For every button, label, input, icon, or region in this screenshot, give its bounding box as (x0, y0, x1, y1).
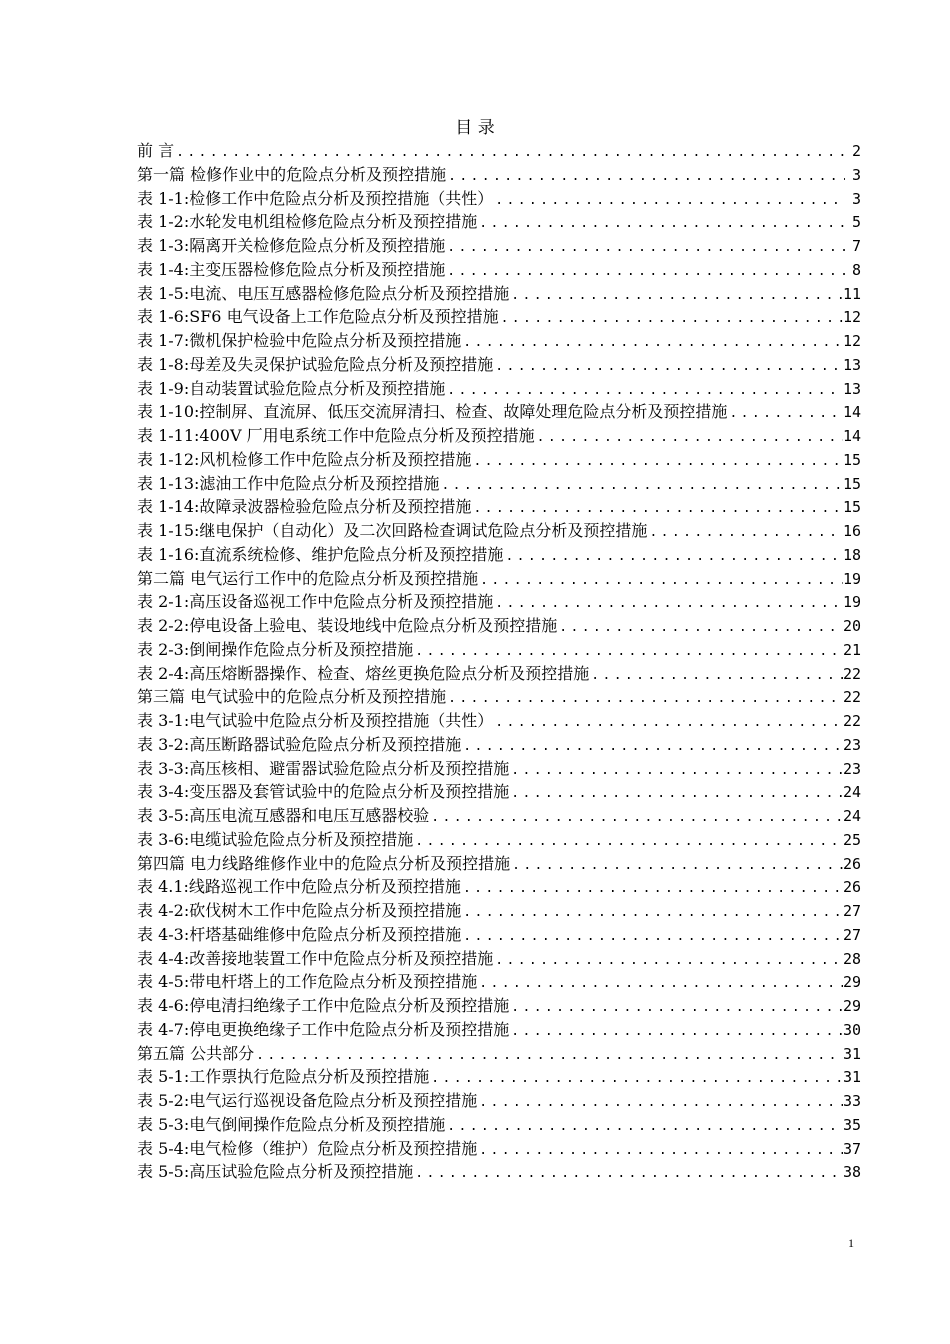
toc-entry-page: 15 (842, 450, 861, 469)
toc-entry-label: 表 5-1:工作票执行危险点分析及预控措施 (137, 1067, 430, 1087)
toc-entry-label: 表 1-14:故障录波器检验危险点分析及预控措施 (137, 497, 472, 517)
toc-entry-label: 表 5-2:电气运行巡视设备危险点分析及预控措施 (137, 1091, 478, 1110)
toc-entry[interactable] (137, 1137, 861, 1161)
dot-leader (493, 592, 843, 614)
dot-leader (429, 1067, 843, 1089)
toc-entry-page: 24 (842, 783, 861, 802)
toc-entry-label: 第四篇 电力线路维修作业中的危险点分析及预控措施 (137, 853, 511, 873)
toc-entry[interactable] (137, 709, 861, 733)
toc-entry-label: 表 1-2:水轮发电机组检修危险点分析及预控措施 (137, 212, 478, 232)
dot-leader (471, 497, 843, 519)
toc-entry[interactable] (137, 852, 861, 876)
toc-entry-label: 表 1-8:母差及失灵保护试验危险点分析及预控措施 (137, 354, 494, 374)
toc-entry-page: 37 (842, 1139, 861, 1158)
toc-entry[interactable] (137, 638, 861, 662)
toc-entry-label: 表 3-5:高压电流互感器和电压互感器校验 (137, 806, 430, 825)
toc-entry[interactable] (137, 187, 861, 211)
toc-entry-page: 26 (842, 878, 861, 897)
toc-entry-label: 表 1-5:电流、电压互感器检修危险点分析及预控措施 (137, 283, 510, 303)
toc-entry[interactable] (137, 614, 861, 638)
dot-leader (478, 569, 843, 591)
toc-entry[interactable] (137, 1160, 861, 1184)
toc-entry-label: 表 1-7:微机保护检验中危险点分析及预控措施 (137, 331, 462, 350)
toc-entry-label: 第三篇 电气试验中的危险点分析及预控措施 (137, 687, 447, 707)
toc-entry-label: 表 2-3:倒闸操作危险点分析及预控措施 (137, 639, 414, 659)
toc-entry-label: 表 2-1:高压设备巡视工作中危险点分析及预控措施 (137, 592, 494, 612)
toc-entry[interactable] (137, 519, 861, 543)
toc-entry-page: 18 (842, 545, 861, 564)
toc-title: 目 录 (455, 118, 495, 138)
toc-entry-page: 14 (842, 427, 861, 445)
toc-entry[interactable] (137, 923, 861, 947)
toc-entry-page: 22 (842, 712, 861, 730)
toc-entry-page: 31 (842, 1044, 861, 1063)
dot-leader (445, 236, 845, 258)
toc-entry-label: 表 1-10:控制屏、直流屏、低压交流屏清扫、检查、故障处理危险点分析及预控措施 (137, 402, 728, 422)
toc-entry[interactable] (137, 353, 861, 377)
dot-leader (477, 972, 843, 994)
toc-entry-page: 19 (842, 593, 861, 612)
toc-entry[interactable] (137, 1065, 861, 1089)
toc-entry[interactable] (137, 139, 861, 163)
dot-leader (446, 165, 845, 187)
toc-entry-label: 表 1-3:隔离开关检修危险点分析及预控措施 (137, 236, 446, 255)
toc-entry-label: 表 4-6:停电清扫绝缘子工作中危险点分析及预控措施 (137, 996, 510, 1015)
dot-leader (471, 450, 843, 472)
toc-entry-page: 16 (842, 522, 861, 540)
toc-entry[interactable] (137, 282, 861, 306)
dot-leader (461, 877, 843, 899)
toc-entry-label: 表 4-2:砍伐树木工作中危险点分析及预控措施 (137, 901, 462, 920)
toc-entry-label: 表 1-11:400V 厂用电系统工作中危险点分析及预控措施 (137, 426, 535, 445)
dot-leader (445, 1115, 843, 1137)
toc-entry-page: 13 (842, 379, 861, 398)
toc-entry-page: 31 (842, 1068, 861, 1087)
toc-entry-page: 12 (842, 332, 861, 350)
dot-leader (445, 260, 845, 282)
toc-entry-label: 表 3-3:高压核相、避雷器试验危险点分析及预控措施 (137, 758, 510, 778)
toc-entry-page: 22 (842, 688, 861, 707)
dot-leader (493, 355, 843, 377)
toc-entry[interactable] (137, 899, 861, 923)
toc-entry-page: 33 (842, 1092, 861, 1110)
dot-leader (493, 711, 843, 733)
toc-entry[interactable] (137, 424, 861, 448)
dot-leader (493, 949, 843, 971)
dot-leader (254, 1044, 843, 1066)
toc-entry[interactable] (137, 163, 861, 187)
toc-entry[interactable] (137, 495, 861, 519)
toc-entry-page: 14 (842, 403, 861, 422)
toc-entry-page: 5 (851, 213, 861, 232)
dot-leader (477, 212, 845, 234)
dot-leader (727, 402, 843, 424)
dot-leader (461, 331, 843, 353)
toc-entry-page: 21 (842, 640, 861, 659)
toc-entry-page: 27 (842, 925, 861, 944)
dot-leader (445, 379, 843, 401)
dot-leader (446, 687, 843, 709)
dot-leader (503, 545, 843, 567)
toc-entry-page: 11 (842, 284, 861, 303)
toc-entry-label: 表 5-3:电气倒闸操作危险点分析及预控措施 (137, 1114, 446, 1134)
dot-leader (509, 996, 843, 1018)
toc-entry-label: 表 4-3:杆塔基础维修中危险点分析及预控措施 (137, 924, 462, 944)
toc-entry-label: 表 2-2:停电设备上验电、装设地线中危险点分析及预控措施 (137, 616, 558, 635)
toc-entry-label: 表 1-9:自动装置试验危险点分析及预控措施 (137, 378, 446, 398)
toc-entry[interactable] (137, 875, 861, 899)
toc-entry-page: 2 (851, 142, 861, 160)
dot-leader (509, 782, 843, 804)
dot-leader (461, 925, 843, 947)
toc-entry-label: 表 1-12:风机检修工作中危险点分析及预控措施 (137, 449, 472, 469)
toc-entry-page: 24 (842, 807, 861, 825)
toc-entry[interactable] (137, 970, 861, 994)
toc-entry-label: 表 1-16:直流系统检修、维护危险点分析及预控措施 (137, 544, 504, 564)
toc-entry[interactable] (137, 210, 861, 234)
toc-entry-page: 29 (842, 997, 861, 1015)
table-of-contents (137, 139, 861, 1184)
toc-entry-page: 28 (842, 949, 861, 968)
toc-entry[interactable] (137, 804, 861, 828)
toc-entry-page: 3 (851, 189, 861, 208)
dot-leader (174, 141, 845, 163)
toc-entry[interactable] (137, 662, 861, 686)
toc-entry[interactable] (137, 543, 861, 567)
toc-entry[interactable] (137, 329, 861, 353)
dot-leader (461, 901, 843, 923)
toc-entry-label: 表 4-5:带电杆塔上的工作危险点分析及预控措施 (137, 972, 478, 992)
dot-leader (589, 664, 843, 686)
dot-leader (510, 854, 843, 876)
toc-entry[interactable] (137, 448, 861, 472)
toc-entry-label: 表 1-4:主变压器检修危险点分析及预控措施 (137, 259, 446, 279)
toc-entry[interactable] (137, 305, 861, 329)
toc-entry-page: 15 (842, 474, 861, 493)
toc-entry-page: 38 (842, 1163, 861, 1182)
toc-entry[interactable] (137, 1042, 861, 1066)
toc-entry-label: 表 3-4:变压器及套管试验中的危险点分析及预控措施 (137, 782, 510, 802)
toc-entry[interactable] (137, 947, 861, 971)
dot-leader (499, 307, 843, 329)
toc-entry-label: 表 1-15:继电保护（自动化）及二次回路检查调试危险点分析及预控措施 (137, 521, 648, 540)
toc-entry-page: 35 (842, 1115, 861, 1134)
toc-entry-label: 表 5-5:高压试验危险点分析及预控措施 (137, 1162, 414, 1182)
toc-entry-label: 第一篇 检修作业中的危险点分析及预控措施 (137, 164, 447, 184)
toc-entry-label: 表 1-6:SF6 电气设备上工作危险点分析及预控措施 (137, 307, 499, 327)
dot-leader (439, 474, 843, 496)
toc-entry-label: 表 2-4:高压熔断器操作、检查、熔丝更换危险点分析及预控措施 (137, 663, 590, 683)
toc-entry-label: 表 3-2:高压断路器试验危险点分析及预控措施 (137, 734, 462, 754)
dot-leader (413, 830, 843, 852)
toc-entry[interactable] (137, 234, 861, 258)
dot-leader (461, 735, 843, 757)
toc-entry-page: 27 (842, 902, 861, 920)
toc-entry[interactable] (137, 1089, 861, 1113)
dot-leader (477, 1091, 843, 1113)
dot-leader (477, 1139, 843, 1161)
toc-entry-page: 8 (851, 260, 861, 279)
toc-entry[interactable] (137, 994, 861, 1018)
toc-entry-label: 第五篇 公共部分 (137, 1043, 255, 1063)
toc-entry-label: 表 4-4:改善接地装置工作中危险点分析及预控措施 (137, 948, 494, 968)
toc-entry-label: 表 4-7:停电更换绝缘子工作中危险点分析及预控措施 (137, 1019, 510, 1039)
toc-entry-label: 前 言 (137, 141, 175, 160)
page-number: 1 (848, 1236, 854, 1250)
toc-entry[interactable] (137, 472, 861, 496)
toc-entry-label: 表 5-4:电气检修（维护）危险点分析及预控措施 (137, 1138, 478, 1158)
toc-entry[interactable] (137, 400, 861, 424)
toc-entry-page: 23 (842, 759, 861, 778)
toc-entry-label: 表 4.1:线路巡视工作中危险点分析及预控措施 (137, 877, 461, 897)
toc-entry-label: 第二篇 电气运行工作中的危险点分析及预控措施 (137, 568, 479, 588)
toc-entry-label: 表 1-13:滤油工作中危险点分析及预控措施 (137, 473, 440, 493)
toc-entry[interactable] (137, 1113, 861, 1137)
toc-entry[interactable] (137, 733, 861, 757)
toc-entry-page: 26 (842, 854, 861, 873)
dot-leader (647, 521, 843, 543)
dot-leader (413, 1162, 843, 1184)
toc-entry-page: 29 (842, 973, 861, 992)
toc-entry-page: 30 (842, 1020, 861, 1039)
toc-entry[interactable] (137, 757, 861, 781)
dot-leader (557, 616, 843, 638)
toc-entry[interactable] (137, 258, 861, 282)
toc-entry-label: 表 3-6:电缆试验危险点分析及预控措施 (137, 829, 414, 849)
dot-leader (413, 640, 843, 662)
toc-entry[interactable] (137, 685, 861, 709)
toc-entry-page: 7 (851, 237, 861, 255)
toc-entry[interactable] (137, 1018, 861, 1042)
dot-leader (429, 806, 843, 828)
dot-leader (509, 1020, 843, 1042)
toc-entry[interactable] (137, 780, 861, 804)
toc-entry[interactable] (137, 377, 861, 401)
toc-entry-label: 表 1-1:检修工作中危险点分析及预控措施（共性） (137, 188, 494, 208)
toc-entry-page: 23 (842, 735, 861, 754)
toc-entry-page: 20 (842, 617, 861, 635)
toc-entry-page: 13 (842, 355, 861, 374)
dot-leader (509, 284, 843, 306)
toc-entry-page: 19 (842, 569, 861, 588)
toc-entry-page: 12 (842, 308, 861, 327)
toc-entry-label: 表 3-1:电气试验中危险点分析及预控措施（共性） (137, 711, 494, 730)
dot-leader (509, 759, 843, 781)
toc-entry-page: 25 (842, 830, 861, 849)
toc-entry-page: 22 (842, 664, 861, 683)
toc-entry-page: 3 (851, 165, 861, 184)
toc-entry[interactable] (137, 590, 861, 614)
toc-entry[interactable] (137, 828, 861, 852)
toc-entry-page: 15 (842, 498, 861, 517)
dot-leader (493, 189, 845, 211)
toc-entry[interactable] (137, 567, 861, 591)
dot-leader (535, 426, 843, 448)
